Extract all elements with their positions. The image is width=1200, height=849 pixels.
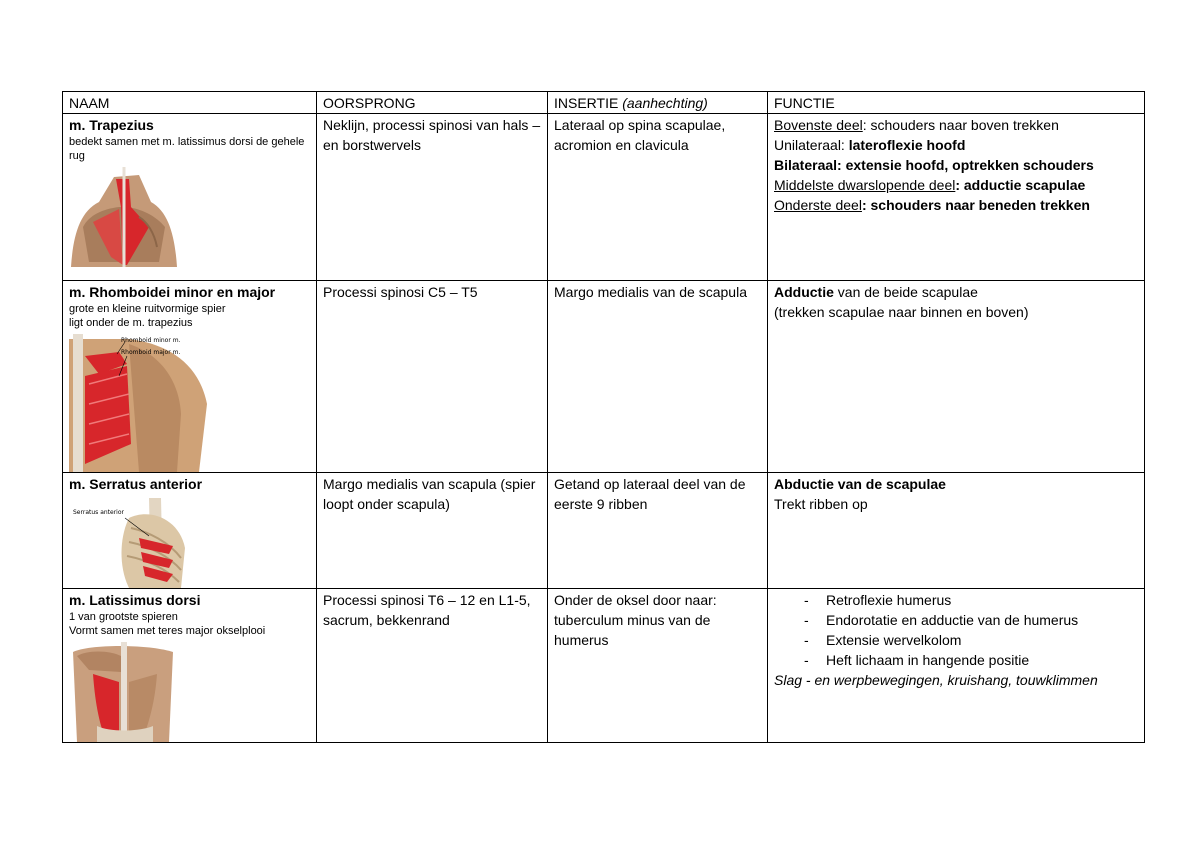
header-row bbox=[63, 92, 1145, 114]
functie-label: Adductie bbox=[774, 284, 834, 300]
latissimus-illustration bbox=[69, 642, 179, 742]
fig-label-rhomboid-major: Rhomboid major m. bbox=[121, 349, 181, 356]
table-row bbox=[63, 473, 1145, 589]
functie-line: Abductie van de scapulae bbox=[774, 476, 946, 492]
rhomboid-illustration bbox=[69, 334, 209, 472]
cell-oorsprong: Neklijn, processi spinosi van hals – en borstwervels bbox=[317, 114, 548, 281]
functie-text: : adductie scapulae bbox=[955, 177, 1086, 193]
fig-label-rhomboid-minor: Rhomboid minor m. bbox=[121, 337, 181, 344]
header-insertie-label: INSERTIE bbox=[554, 95, 619, 111]
muscle-description: bedekt samen met m. latissimus dorsi de gehele rug bbox=[69, 136, 305, 162]
cell-naam bbox=[63, 281, 317, 473]
cell-oorsprong: Processi spinosi T6 – 12 en L1-5, sacrum, bekkenrand bbox=[317, 589, 548, 743]
functie-text: : schouders naar beneden trekken bbox=[861, 197, 1090, 213]
cell-insertie: Margo medialis van de scapula bbox=[548, 281, 768, 473]
cell-insertie: Getand op lateraal deel van de eerste 9 ribben bbox=[548, 473, 768, 589]
header-insertie bbox=[548, 92, 768, 114]
table-row bbox=[63, 281, 1145, 473]
functie-line bbox=[774, 135, 1138, 155]
table-row bbox=[63, 589, 1145, 743]
cell-naam bbox=[63, 114, 317, 281]
list-item: - Retroflexie humerus bbox=[804, 592, 952, 608]
cell-oorsprong: Processi spinosi C5 – T5 bbox=[317, 281, 548, 473]
list-item: - Endorotatie en adductie van de humerus bbox=[804, 612, 1079, 628]
functie-label: Unilateraal: bbox=[774, 137, 849, 153]
cell-functie bbox=[768, 114, 1145, 281]
cell-functie bbox=[768, 473, 1145, 589]
muscle-name: m. Rhomboidei minor en major bbox=[69, 284, 276, 300]
functie-text: van de beide scapulae bbox=[833, 284, 978, 300]
cell-functie bbox=[768, 281, 1145, 473]
cell-functie bbox=[768, 589, 1145, 743]
muscle-description: 1 van grootste spieren bbox=[69, 611, 178, 623]
fig-label-serratus: Serratus anterior bbox=[73, 509, 124, 516]
functie-line: Bilateraal: extensie hoofd, optrekken schouders bbox=[774, 157, 1094, 173]
muscle-table bbox=[62, 91, 1145, 743]
list-item: - Extensie wervelkolom bbox=[804, 632, 962, 648]
list-item: - Heft lichaam in hangende positie bbox=[804, 652, 1030, 668]
functie-line bbox=[774, 282, 1138, 302]
functie-line bbox=[774, 115, 1138, 135]
trapezius-illustration bbox=[69, 167, 179, 267]
muscle-name: m. Serratus anterior bbox=[69, 476, 203, 492]
cell-oorsprong: Margo medialis van scapula (spier loopt onder scapula) bbox=[317, 473, 548, 589]
functie-label: Middelste dwarslopende deel bbox=[774, 177, 956, 193]
header-oorsprong: OORSPRONG bbox=[317, 92, 548, 114]
cell-insertie: Lateraal op spina scapulae, acromion en clavicula bbox=[548, 114, 768, 281]
muscle-description: Vormt samen met teres major okselplooi bbox=[69, 625, 266, 637]
functie-line bbox=[774, 195, 1138, 215]
functie-text: : schouders naar boven trekken bbox=[862, 117, 1059, 133]
functie-text: lateroflexie hoofd bbox=[848, 137, 966, 153]
header-naam: NAAM bbox=[63, 92, 317, 114]
functie-line: Trekt ribben op bbox=[774, 496, 868, 512]
header-functie: FUNCTIE bbox=[768, 92, 1145, 114]
header-insertie-note: (aanhechting) bbox=[622, 95, 708, 111]
functie-label: Onderste deel bbox=[774, 197, 862, 213]
functie-line: (trekken scapulae naar binnen en boven) bbox=[774, 304, 1029, 320]
functie-label: Bovenste deel bbox=[774, 117, 863, 133]
cell-insertie: Onder de oksel door naar: tuberculum minus van de humerus bbox=[548, 589, 768, 743]
cell-naam bbox=[63, 473, 317, 589]
cell-naam bbox=[63, 589, 317, 743]
muscle-description: ligt onder de m. trapezius bbox=[69, 317, 193, 329]
functie-line bbox=[774, 175, 1138, 195]
table-row bbox=[63, 114, 1145, 281]
muscle-name: m. Trapezius bbox=[69, 117, 154, 133]
muscle-description: grote en kleine ruitvormige spier bbox=[69, 303, 226, 315]
serratus-illustration bbox=[69, 498, 199, 588]
functie-note: Slag - en werpbewegingen, kruishang, touwklimmen bbox=[774, 672, 1098, 688]
muscle-name: m. Latissimus dorsi bbox=[69, 592, 201, 608]
